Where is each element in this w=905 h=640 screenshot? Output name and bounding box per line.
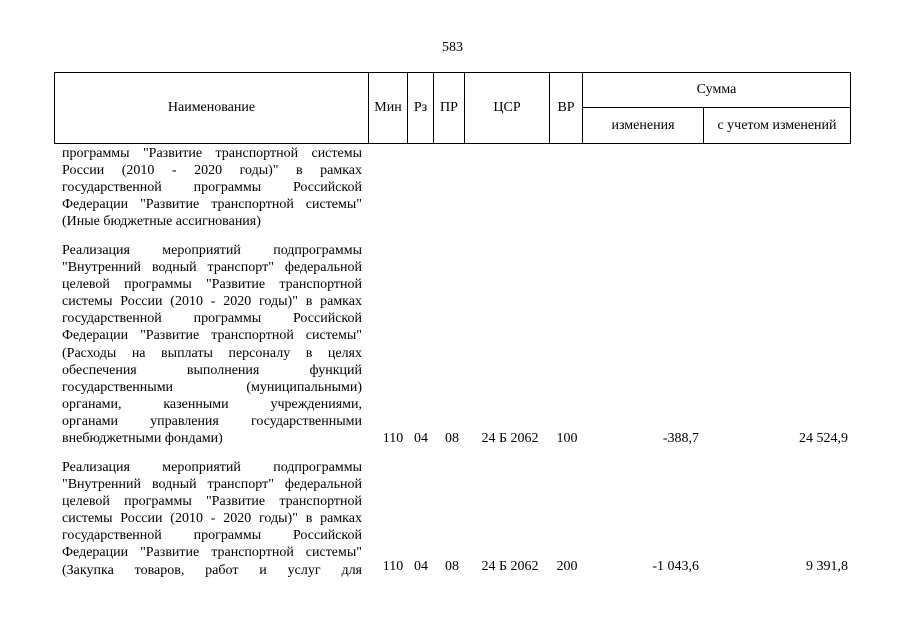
row-2-line: системы России (2010 - 2020 годы)" в рамках [62,294,362,310]
row-3-rz: 04 [414,559,428,574]
row-3-line: государственной программы Российской [62,528,362,544]
row-2-min: 110 [382,431,404,446]
row-2-rz: 04 [414,431,428,446]
row-2-csr: 24 Б 2062 [481,431,539,446]
row-2-line: "Внутренний водный транспорт" федеральной [62,260,362,276]
header-vr: ВР [557,100,575,115]
row-2-line: Реализация мероприятий подпрограммы [62,243,362,258]
page-number: 583 [442,40,463,55]
row-2-line: государственными (муниципальными) [62,379,362,395]
row-3-total: 9 391,8 [806,559,848,574]
row-2-line: обеспечения выполнения функций [62,362,362,378]
header-rz: Рз [413,100,428,115]
row-2-total: 24 524,9 [799,431,848,446]
row-2-line: органами управления государственными [62,413,362,429]
header-min: Мин [374,100,402,115]
row-1-line: государственной программы Российской [62,180,362,196]
row-2-line: органами, казенными учреждениями, [62,396,362,412]
header-sum: Сумма [696,82,737,97]
row-3-line: (Закупка товаров, работ и услуг для [62,562,362,578]
header-pr: ПР [440,100,458,115]
table-row-2-description [62,242,362,447]
table-header [54,72,851,144]
row-2-line: государственной программы Российской [62,311,362,327]
row-2-line: (Расходы на выплаты персоналу в целях [62,345,362,361]
header-name: Наименование [167,100,256,115]
header-change: изменения [611,117,675,133]
row-1-line: Федерации "Развитие транспортной системы" [62,197,362,213]
row-2-line: Федерации "Развитие транспортной системы" [62,328,362,344]
row-3-line: "Внутренний водный транспорт" федеральной [62,477,362,493]
row-2-pr: 08 [445,431,459,446]
row-3-line: системы России (2010 - 2020 годы)" в рамках [62,511,362,527]
row-1-line: России (2010 - 2020 годы)" в рамках [62,163,362,179]
row-1-line: программы "Развитие транспортной системы [62,146,362,161]
row-3-line: Федерации "Развитие транспортной системы" [62,545,362,561]
row-1-line: (Иные бюджетные ассигнования) [62,214,261,230]
header-csr: ЦСР [493,100,521,115]
row-2-change: -388,7 [662,431,699,446]
row-3-min: 110 [382,559,404,574]
table-row-1-description [62,145,362,230]
row-3-vr: 200 [556,559,578,574]
row-3-pr: 08 [445,559,459,574]
row-3-line: целевой программы "Развитие транспортной [62,494,362,510]
row-2-vr: 100 [556,431,578,446]
row-2-line: внебюджетными фондами) [62,431,223,447]
row-3-change: -1 043,6 [652,559,699,574]
row-3-line: Реализация мероприятий подпрограммы [62,460,362,475]
row-3-csr: 24 Б 2062 [481,559,539,574]
header-with-change: с учетом изменений [717,117,837,133]
row-2-line: целевой программы "Развитие транспортной [62,277,362,293]
table-row-3-description [62,459,362,579]
